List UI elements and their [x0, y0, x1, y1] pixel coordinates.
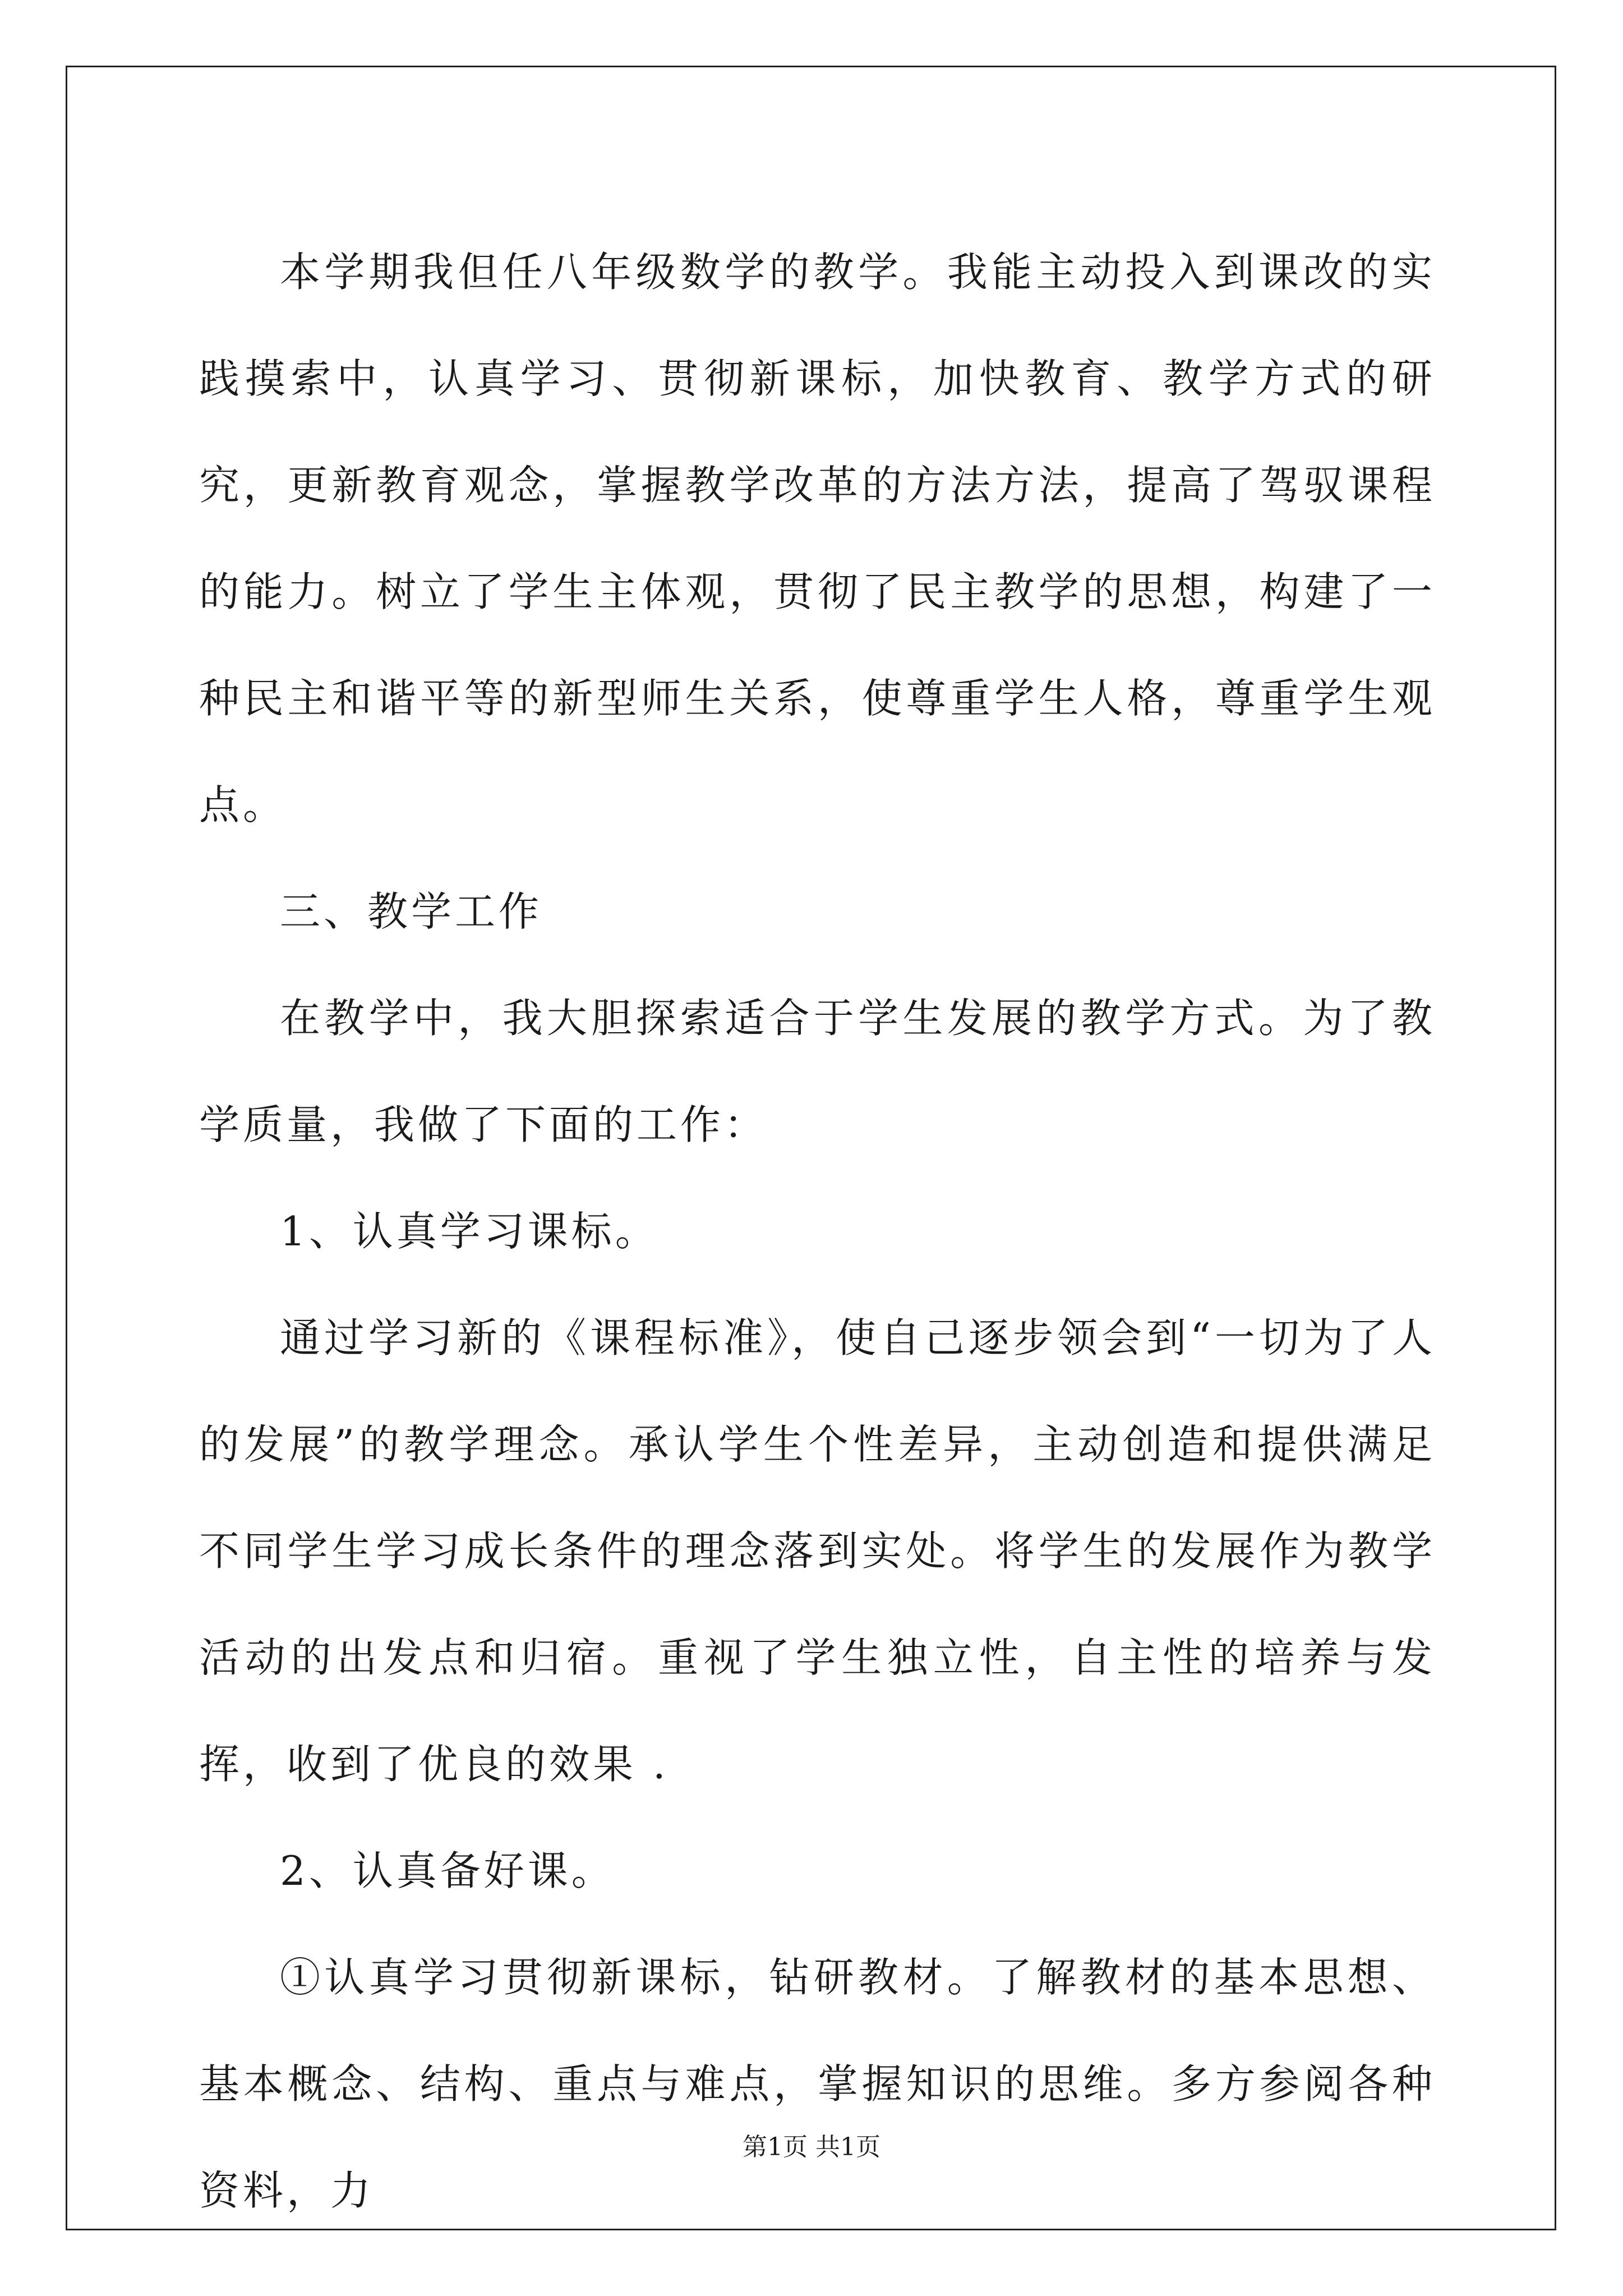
page-number-footer: 第1页 共1页 [743, 2133, 880, 2161]
paragraph-intro: 本学期我但任八年级数学的教学。我能主动投入到课改的实践摸索中，认真学习、贯彻新课标，加快教育、教学方式的研究，更新教育观念，掌握教学改革的方法方法，提高了驾驭课程的能力。树立了学生主体观，贯彻了民主教学的思想，构建了一种民主和谐平等的新型师生关系，使尊重学生人格，尊重学生观点。 [199, 249, 1436, 829]
document-body [199, 219, 1436, 2244]
paragraph-curriculum-standards: 通过学习新的《课程标准》，使自己逐步领会到“一切为了人的发展”的教学理念。承认学生个性差异，主动创造和提供满足不同学生学习成长条件的理念落到实处。将学生的发展作为教学活动的出发点和归宿。重视了学生独立性，自主性的培养与发挥，收到了优良的效果 . [199, 1314, 1436, 1788]
paragraph-study-materials: ①认真学习贯彻新课标，钻研教材。了解教材的基本思想、基本概念、结构、重点与难点，掌握知识的思维。多方参阅各种资料，力 [199, 1954, 1436, 2214]
paragraph-teaching-approach: 在教学中，我大胆探索适合于学生发展的教学方式。为了教学质量，我做了下面的工作： [199, 995, 1436, 1148]
item-heading-study-standards: 1、认真学习课标。 [280, 1208, 659, 1255]
item-heading-prepare-lessons: 2、认真备好课。 [280, 1847, 615, 1894]
section-heading-teaching-work: 三、教学工作 [280, 888, 543, 935]
